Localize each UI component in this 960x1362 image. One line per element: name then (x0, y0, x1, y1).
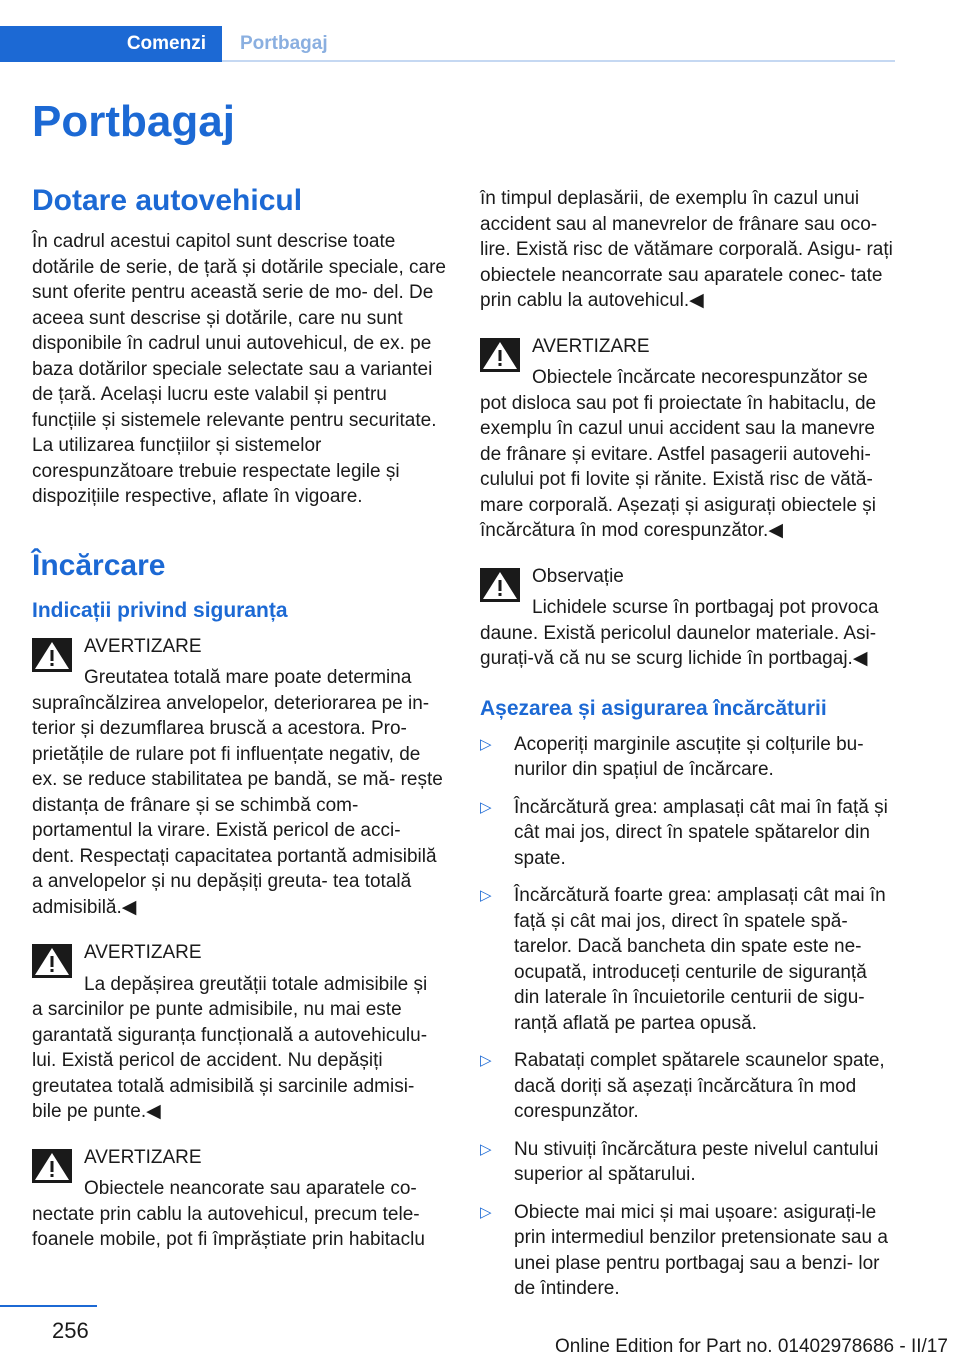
left-column (32, 183, 447, 1253)
warning-block-3 (32, 1145, 447, 1253)
warning-block-1 (32, 634, 447, 921)
warning-triangle-icon (480, 568, 520, 602)
warning-text-first: Greutatea totală mare poate determina (84, 667, 412, 688)
bullet-triangle-icon: ▷ (480, 735, 492, 753)
bullet-triangle-icon: ▷ (480, 798, 492, 816)
note-text-first: Lichidele scurse în portbagaj pot provoca (532, 597, 879, 618)
instructions-list (480, 732, 895, 1302)
warning-text-first: Obiectele încărcate necorespunzător se (532, 367, 868, 388)
subheading-siguranta: Indicații privind siguranța (32, 598, 288, 622)
bullet-triangle-icon: ▷ (480, 1203, 492, 1221)
list-item: ▷ Încărcătură grea: amplasați cât mai în față și cât mai jos, direct în spatele spătarelor din spate. (480, 796, 888, 869)
page-number: 256 (52, 1318, 89, 1343)
note-block (480, 564, 895, 672)
list-item: ▷ Rabatați complet spătarele scaunelor spate, dacă doriți să așezați încărcătura în mod corespunzător. (480, 1050, 885, 1122)
tab-comenzi[interactable]: Comenzi (0, 26, 222, 62)
note-title: Observație (532, 565, 624, 587)
warning-title: AVERTIZARE (84, 635, 202, 657)
page-title: Portbagaj (32, 97, 235, 146)
subheading-asezarea: Așezarea și asigurarea încărcăturii (480, 696, 827, 720)
warning-text: nectate prin cablu la autovehicul, precum tele‐ foanele mobile, pot fi împrăștiate prin habitaclu (32, 1203, 425, 1250)
section-heading-incarcare: Încărcare (32, 548, 166, 582)
warning-triangle-icon (32, 1149, 72, 1183)
list-item: ▷ Acoperiți marginile ascuțite și colțurile bu‐ nurilor din spațiul de încărcare. (480, 733, 864, 780)
warning-title: AVERTIZARE (84, 1146, 202, 1168)
note-text: daune. Există pericolul daunelor materiale. Asi‐ gurați-vă că nu se scurg lichide în portbagaj.◀ (480, 622, 877, 669)
bullet-triangle-icon: ▷ (480, 887, 492, 904)
tab-underline (222, 60, 895, 62)
warning-title: AVERTIZARE (532, 335, 650, 357)
warning-text: pot disloca sau pot fi proiectate în habitaclu, de exemplu în cazul unui accident sau la manevre de frânare și evitare. Astfel pasagerii autovehi‐ culului pot fi lovite și rănite. Există risc de vătă‐ mare corporală. Așezați și asigurați obiectele și încărcătura în mod corespunzător.◀ (480, 392, 877, 541)
warning-continuation: în timpul deplasării, de exemplu în cazul unui accident sau al manevrelor de frânare sau oco‐ lire. Există risc de vătămare corporală. Asigu‐ rați obiectele neancorrate sau aparatele conec‐ tate prin cablu la autovehicul.◀ (480, 188, 893, 311)
section-heading-dotare: Dotare autovehicul (32, 184, 303, 217)
warning-block-4 (480, 334, 895, 544)
warning-block-2 (32, 940, 447, 1125)
warning-triangle-icon (32, 638, 72, 672)
header-tab-bar (0, 26, 895, 62)
warning-text: supraîncălzirea anvelopelor, deteriorarea pe in‐ terior și dezumflarea bruscă a acestora. Pro‐ prietățile de rulare pot fi influențate negativ, de ex. se reduce stabilitatea pe bandă, se mă‐ rește distanța de frânare și se schimbă com‐ portamentul la virare. Există pericol de acci‐ dent. Respectați capacitatea portantă admisibilă a anvelopelor și nu depășiți greuta‐ tea totală admisibilă.◀ (32, 692, 443, 918)
section-body-dotare: În cadrul acestui capitol sunt descrise toate dotările de serie, de țară și dotările speciale, care sunt oferite pentru această serie de mo‐ del. De aceea sunt descrise și dotările, care nu sunt disponibile în cadrul unui autovehicul, de ex. pe baza dotărilor speciale selectate sau a variantei de țară. Același lucru este valabil și pentru funcțiile și sistemele relevante pentru securitate. La utilizarea funcțiilor și sistemelor corespunzătoare trebuie respectate legile și dispozițiile respective, aflate în vigoare. (32, 231, 447, 507)
tab-portbagaj[interactable]: Portbagaj (240, 33, 328, 54)
warning-text-first: Obiectele neancorate sau aparatele co‐ (84, 1178, 417, 1199)
warning-text: a sarcinilor pe punte admisibile, nu mai este garantată siguranța funcțională a autovehiculu‐ lui. Există pericol de accident. Nu depășiți greutatea totală admisibilă și sarcinile admisi‐ bile pe punte.◀ (32, 999, 428, 1122)
edition-footer: Online Edition for Part no. 01402978686 - II/17 (555, 1336, 948, 1357)
list-item: ▷ Obiecte mai mici și mai ușoare: asigurați-le prin intermediul benzilor pretensionate sau a unei plase pentru portbagaj sau a benzi‐ lor de întindere. (480, 1201, 888, 1299)
bullet-triangle-icon: ▷ (480, 1052, 492, 1069)
warning-title: AVERTIZARE (84, 942, 202, 963)
list-item: ▷ Încărcătură foarte grea: amplasați cât mai în față și cât mai jos, direct în spatele spă‐ tarelor. Dacă bancheta din spate este ne‐ ocupată, introduceți centurile de siguranță din laterale în încuietorile centurii de sigu‐ ranță aflată pe partea opusă. (480, 885, 886, 1034)
warning-triangle-icon (480, 338, 520, 372)
footer-divider (0, 1305, 97, 1307)
list-item: ▷ Nu stivuiți încărcătura peste nivelul cantului superior al spătarului. (480, 1138, 879, 1185)
warning-triangle-icon (32, 944, 72, 978)
warning-text-first: La depășirea greutății totale admisibile și (84, 973, 428, 995)
right-column (480, 186, 895, 1314)
bullet-triangle-icon: ▷ (480, 1140, 492, 1158)
